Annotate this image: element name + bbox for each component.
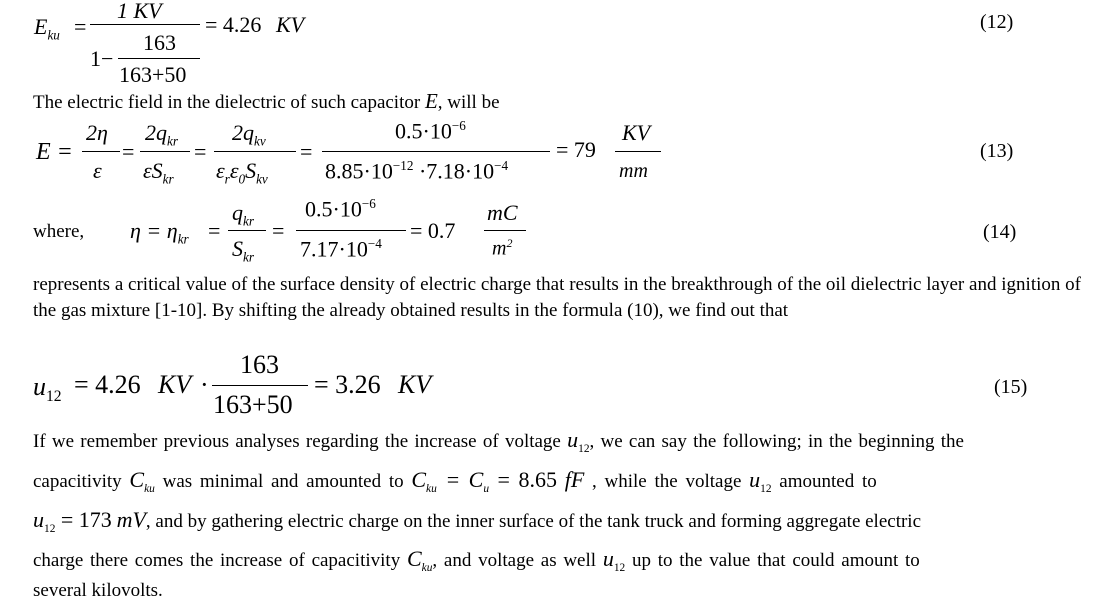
para3-line2: capacitivity $C_{ku}$ was minimal and amounted to $C_{ku} = C_u = 8.65$ fF , while the voltage $u_{12}$ amounted to: [33, 467, 877, 495]
eq13-unit-num: KV: [622, 120, 651, 145]
eq15-unit2: KV: [398, 370, 432, 399]
eq12-equals: =: [74, 14, 87, 39]
eq15-numerator: 163: [240, 350, 279, 379]
paragraph-1: The electric field in the dielectric of such capacitor E, will be: [33, 89, 500, 113]
eq13-f2-num: $2q_{kr}$: [145, 120, 178, 149]
eq13-f3-bar: [214, 151, 296, 152]
eq14-f2-num: $0.5\cdot 10^{-6}$: [305, 196, 376, 222]
eq14-eq2: =: [272, 218, 285, 243]
eq15-unit: KV: [158, 370, 192, 399]
eq12-result: = 4.26: [205, 12, 262, 37]
eq12-number: (12): [980, 11, 1014, 33]
eq15-result: = 3.26: [314, 370, 381, 399]
eq14-eq1: =: [208, 218, 221, 243]
eq13-f4-num: $0.5\cdot 10^{-6}$: [395, 118, 466, 144]
eq13-unit-bar: [615, 151, 661, 152]
eq14-number: (14): [983, 221, 1017, 243]
eq14-where: where,: [33, 221, 85, 242]
eq12-main-bar: [90, 24, 200, 25]
eq15-dot: ·: [200, 370, 209, 399]
eq12-unit: KV: [276, 12, 305, 37]
eq15-number: (15): [994, 376, 1028, 398]
eq13-lhs: E =: [36, 139, 73, 165]
eq14-lhs: $\eta = \eta_{kr}$: [130, 218, 189, 247]
eq13-f3-num: $2q_{kv}$: [232, 120, 266, 149]
paragraph-2: represents a critical value of the surface density of electric charge that results in the breakthrough of the oil dielectric layer and ignition of the gas mixture [1-10]. By shifting the already obtained results in the formula (10), we find out that: [33, 274, 1081, 321]
eq14-unit-bar: [484, 230, 526, 231]
eq15-bar: [212, 385, 308, 386]
eq13-result: = 79: [556, 137, 596, 162]
eq13-f1-num: 2η: [86, 120, 108, 145]
eq12-inner-denominator: 163+50: [119, 62, 187, 87]
eq14-result: = 0.7: [410, 218, 456, 243]
eq15-denominator: 163+50: [213, 390, 293, 419]
eq13-f4-den: $8.85\cdot 10^{-12} \cdot 7.18\cdot 10^{-4}$: [325, 158, 509, 184]
para3-line1: If we remember previous analyses regarding the increase of voltage $u_{12}$, we can say the following; in the beginning the: [33, 427, 964, 455]
eq13-f1-den: ε: [93, 158, 102, 183]
eq14-f1-den: $S_{kr}$: [232, 236, 254, 265]
eq13-number: (13): [980, 140, 1014, 162]
eq14-f2-den: $7.17\cdot 10^{-4}$: [300, 236, 382, 262]
eq13-f4-bar: [322, 151, 550, 152]
eq15-mid: = 4.26: [74, 370, 141, 399]
eq13-eq3: =: [300, 139, 313, 164]
eq13-f3-den: $\varepsilon_r\varepsilon_0S_{kv}$: [216, 158, 268, 187]
para3-line5: several kilovolts.: [33, 580, 163, 601]
para3-line4: charge there comes the increase of capacitivity $C_{ku}$, and voltage as well $u_{12}$ up to the value that could amount to: [33, 546, 920, 574]
eq12-inner-bar: [118, 58, 200, 59]
eq12-numerator: 1 KV: [117, 0, 162, 23]
eq14-unit-den: $m^2$: [492, 236, 513, 260]
eq13-f2-den: $\varepsilon S_{kr}$: [143, 158, 174, 187]
eq15-lhs: $u_{12}$: [33, 372, 62, 406]
eq14-unit-num: mC: [487, 200, 518, 225]
para3-line3: $u_{12} = 173$ mV, and by gathering electric charge on the inner surface of the tank truck and forming aggregate electric: [33, 507, 922, 535]
eq14-f1-num: $q_{kr}$: [232, 200, 254, 229]
eq12-one-minus: 1−: [90, 46, 114, 71]
eq14-f1-bar: [228, 230, 266, 231]
eq13-f1-bar: [82, 151, 120, 152]
eq12-lhs: $E_{ku}$: [34, 14, 60, 43]
eq13-unit-den: mm: [619, 160, 648, 182]
eq13-eq1: =: [122, 139, 135, 164]
eq13-eq2: =: [194, 139, 207, 164]
eq13-f2-bar: [140, 151, 190, 152]
eq14-f2-bar: [296, 230, 406, 231]
eq12-inner-numerator: 163: [143, 30, 176, 55]
